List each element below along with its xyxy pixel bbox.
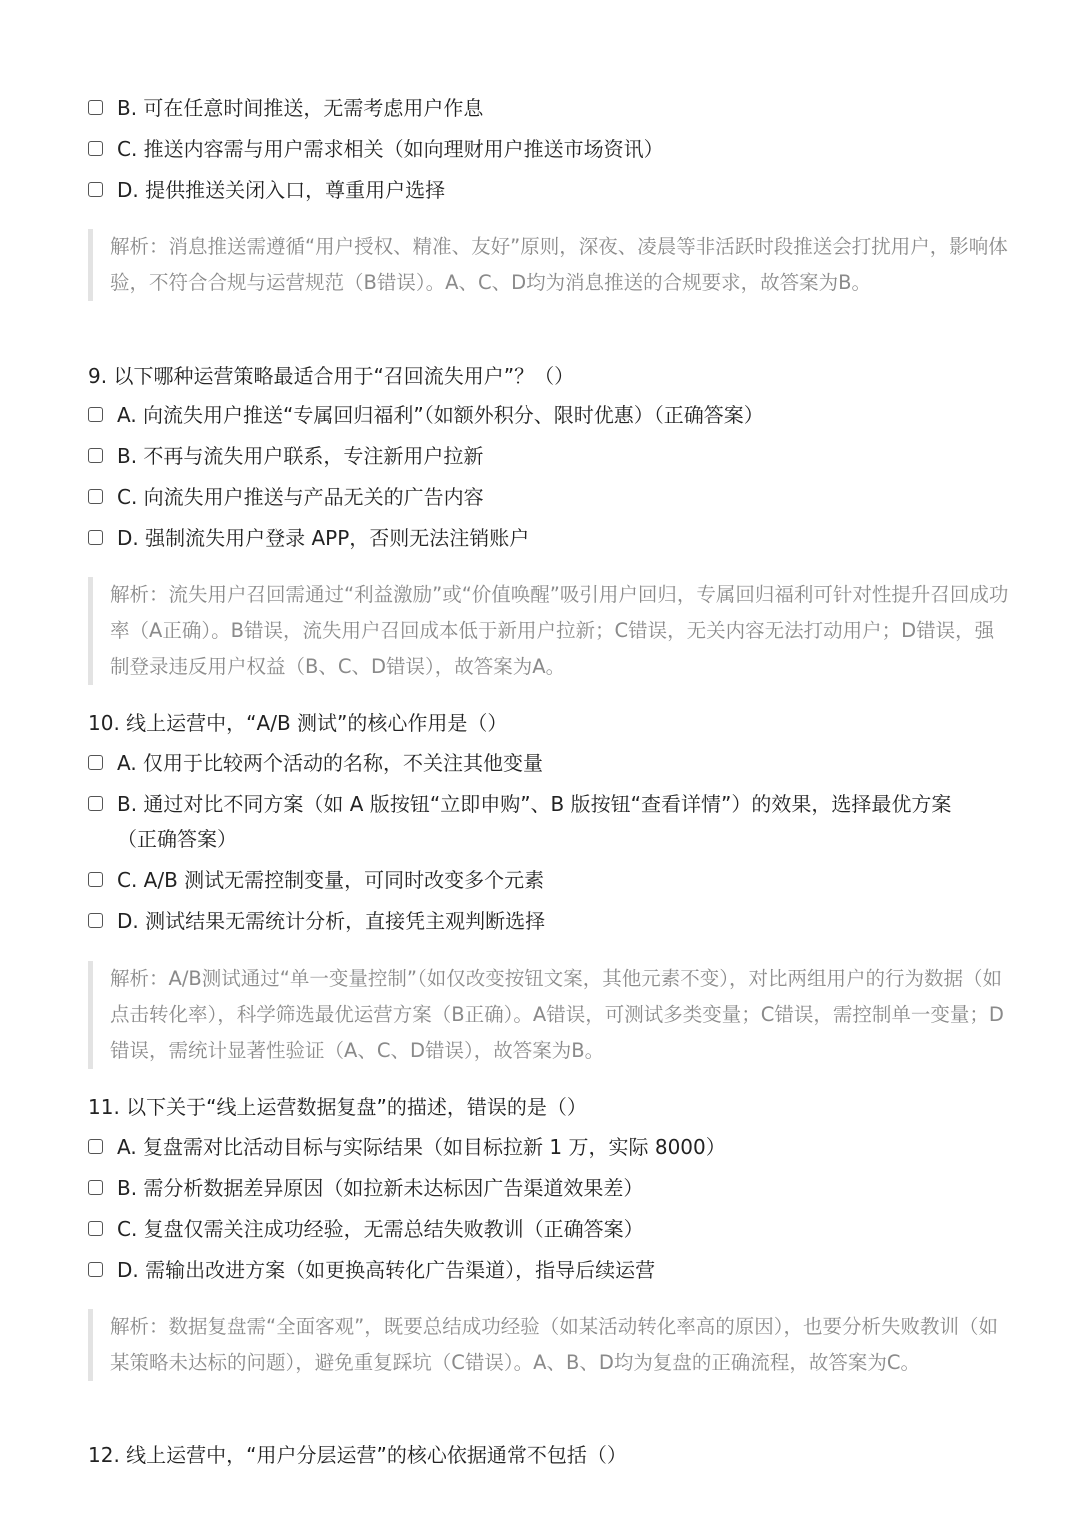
q11-option-b[interactable] (88, 1171, 977, 1206)
q9-question: 9. 以下哪种运营策略最适合用于“召回流失用户”？（） (88, 364, 575, 388)
q12-question: 12. 线上运营中，“用户分层运营”的核心依据通常不包括（） (88, 1443, 627, 1467)
option-text: C. 向流失用户推送与产品无关的广告内容 (117, 485, 484, 509)
q10-option-b[interactable] (88, 787, 977, 857)
option-text: C. 推送内容需与用户需求相关（如向理财用户推送市场资讯） (117, 137, 664, 161)
option-text: C. 复盘仅需关注成功经验，无需总结失败教训（正确答案） (117, 1217, 644, 1241)
q10-question: 10. 线上运营中，“A/B 测试”的核心作用是（） (88, 711, 508, 735)
checkbox[interactable] (88, 1180, 103, 1195)
option-text: D. 提供推送关闭入口，尊重用户选择 (117, 178, 446, 202)
q11-explanation: 解析：数据复盘需“全面客观”，既要总结成功经验（如某活动转化率高的原因），也要分析失败教训（如某策略未达标的问题），避免重复踩坑（C错误）。A、B、D均为复盘的正确流程，故答案为C。 (88, 1309, 1010, 1381)
option-text: A. 向流失用户推送“专属回归福利”（如额外积分、限时优惠）（正确答案） (117, 403, 764, 427)
option-text: C. A/B 测试无需控制变量，可同时改变多个元素 (117, 868, 545, 892)
option-text: B. 通过对比不同方案（如 A 版按钮“立即申购”、B 版按钮“查看详情”）的效果，选择最优方案（正确答案） (117, 792, 952, 851)
checkbox[interactable] (88, 913, 103, 928)
checkbox[interactable] (88, 1221, 103, 1236)
q9-explanation: 解析：流失用户召回需通过“利益激励”或“价值唤醒”吸引用户回归，专属回归福利可针对性提升召回成功率（A正确）。B错误，流失用户召回成本低于新用户拉新；C错误，无关内容无法打动用户；D错误，强制登录违反用户权益（B、C、D错误），故答案为A。 (88, 577, 1010, 685)
q11-option-c[interactable] (88, 1212, 977, 1247)
checkbox[interactable] (88, 141, 103, 156)
q9-option-b[interactable] (88, 439, 977, 474)
checkbox[interactable] (88, 182, 103, 197)
checkbox[interactable] (88, 1139, 103, 1154)
checkbox[interactable] (88, 755, 103, 770)
q8-option-d[interactable] (88, 173, 977, 208)
option-text: D. 测试结果无需统计分析，直接凭主观判断选择 (117, 909, 546, 933)
q8-option-b[interactable] (88, 91, 977, 126)
option-text: D. 需输出改进方案（如更换高转化广告渠道），指导后续运营 (117, 1258, 656, 1282)
option-text: B. 不再与流失用户联系，专注新用户拉新 (117, 444, 484, 468)
checkbox[interactable] (88, 489, 103, 504)
q8-explanation: 解析：消息推送需遵循“用户授权、精准、友好”原则，深夜、凌晨等非活跃时段推送会打扰用户，影响体验，不符合合规与运营规范（B错误）。A、C、D均为消息推送的合规要求，故答案为B。 (88, 229, 1010, 301)
option-text: A. 仅用于比较两个活动的名称，不关注其他变量 (117, 751, 544, 775)
option-text: B. 需分析数据差异原因（如拉新未达标因广告渠道效果差） (117, 1176, 644, 1200)
q9-option-c[interactable] (88, 480, 977, 515)
checkbox[interactable] (88, 100, 103, 115)
q11-question: 11. 以下关于“线上运营数据复盘”的描述，错误的是（） (88, 1095, 587, 1119)
q10-option-d[interactable] (88, 904, 977, 939)
q10-option-c[interactable] (88, 863, 977, 898)
checkbox[interactable] (88, 796, 103, 811)
q10-option-a[interactable] (88, 746, 977, 781)
q9-option-a[interactable] (88, 398, 977, 433)
q9-option-d[interactable] (88, 521, 977, 556)
checkbox[interactable] (88, 872, 103, 887)
checkbox[interactable] (88, 407, 103, 422)
checkbox[interactable] (88, 448, 103, 463)
option-text: B. 可在任意时间推送，无需考虑用户作息 (117, 96, 484, 120)
q11-option-d[interactable] (88, 1253, 977, 1288)
q11-option-a[interactable] (88, 1130, 977, 1165)
option-text: D. 强制流失用户登录 APP，否则无法注销账户 (117, 526, 530, 550)
option-text: A. 复盘需对比活动目标与实际结果（如目标拉新 1 万，实际 8000） (117, 1135, 726, 1159)
checkbox[interactable] (88, 530, 103, 545)
q10-explanation: 解析：A/B测试通过“单一变量控制”（如仅改变按钮文案，其他元素不变），对比两组用户的行为数据（如点击转化率），科学筛选最优运营方案（B正确）。A错误，可测试多类变量；C错误，需控制单一变量；D错误，需统计显著性验证（A、C、D错误），故答案为B。 (88, 961, 1010, 1069)
checkbox[interactable] (88, 1262, 103, 1277)
q8-option-c[interactable] (88, 132, 977, 167)
